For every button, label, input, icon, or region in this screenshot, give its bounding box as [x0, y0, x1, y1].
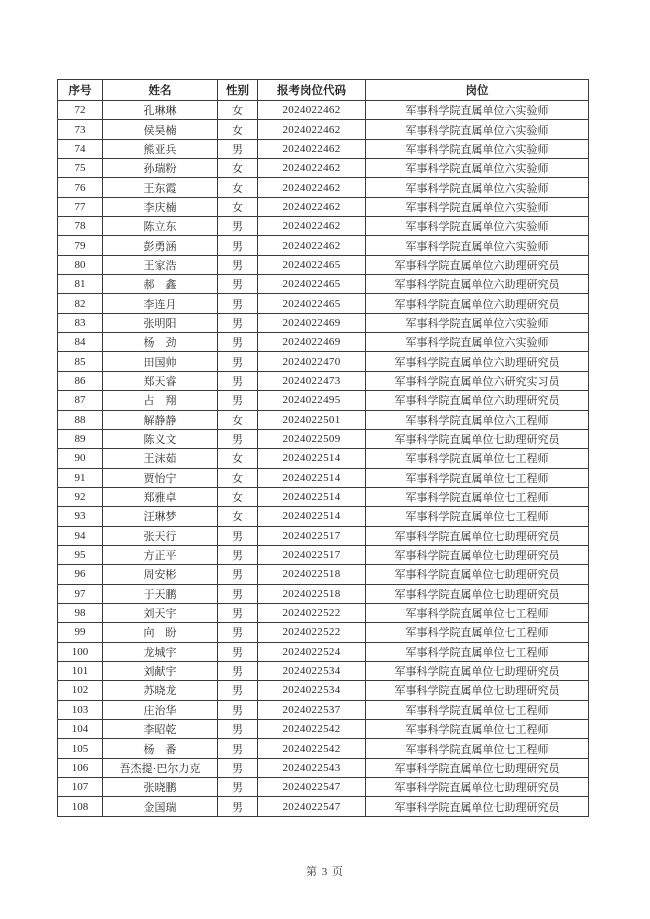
name-cell: 李连月: [103, 294, 218, 313]
table-row: [58, 139, 589, 158]
gender-cell: 女: [218, 410, 258, 429]
code-cell: 2024022534: [258, 661, 366, 680]
code-cell: 2024022462: [258, 159, 366, 178]
table-row: [58, 410, 589, 429]
serial-cell: 96: [58, 565, 103, 584]
position-cell: 军事科学院直属单位七工程师: [366, 642, 589, 661]
gender-cell: 女: [218, 487, 258, 506]
serial-cell: 73: [58, 120, 103, 139]
position-cell: 军事科学院直属单位七助理研究员: [366, 778, 589, 797]
code-cell: 2024022522: [258, 623, 366, 642]
name-cell: 方正平: [103, 545, 218, 564]
column-header-4: 岗位: [366, 80, 589, 101]
serial-cell: 75: [58, 159, 103, 178]
table-row: [58, 333, 589, 352]
code-cell: 2024022465: [258, 275, 366, 294]
name-cell: 解静静: [103, 410, 218, 429]
table-row: [58, 797, 589, 816]
column-header-2: 性别: [218, 80, 258, 101]
table-row: [58, 584, 589, 603]
gender-cell: 男: [218, 255, 258, 274]
serial-cell: 77: [58, 197, 103, 216]
serial-cell: 108: [58, 797, 103, 816]
table-row: [58, 391, 589, 410]
gender-cell: 男: [218, 700, 258, 719]
gender-cell: 女: [218, 159, 258, 178]
name-cell: 郝 鑫: [103, 275, 218, 294]
serial-cell: 83: [58, 313, 103, 332]
serial-cell: 87: [58, 391, 103, 410]
serial-cell: 106: [58, 758, 103, 777]
serial-cell: 105: [58, 739, 103, 758]
code-cell: 2024022514: [258, 449, 366, 468]
position-cell: 军事科学院直属单位七工程师: [366, 720, 589, 739]
table-row: [58, 545, 589, 564]
name-cell: 王东霞: [103, 178, 218, 197]
gender-cell: 男: [218, 720, 258, 739]
name-cell: 贾怡宁: [103, 468, 218, 487]
table-row: [58, 217, 589, 236]
name-cell: 杨 劲: [103, 333, 218, 352]
name-cell: 孙瑞粉: [103, 159, 218, 178]
serial-cell: 88: [58, 410, 103, 429]
serial-cell: 91: [58, 468, 103, 487]
table-row: [58, 313, 589, 332]
gender-cell: 女: [218, 120, 258, 139]
code-cell: 2024022465: [258, 255, 366, 274]
position-cell: 军事科学院直属单位七工程师: [366, 449, 589, 468]
table-row: [58, 120, 589, 139]
name-cell: 孔琳琳: [103, 101, 218, 120]
code-cell: 2024022514: [258, 507, 366, 526]
gender-cell: 男: [218, 797, 258, 816]
gender-cell: 男: [218, 603, 258, 622]
table-row: [58, 758, 589, 777]
table-row: [58, 159, 589, 178]
code-cell: 2024022534: [258, 681, 366, 700]
serial-cell: 97: [58, 584, 103, 603]
position-cell: 军事科学院直属单位七工程师: [366, 487, 589, 506]
gender-cell: 男: [218, 681, 258, 700]
position-cell: 军事科学院直属单位六助理研究员: [366, 352, 589, 371]
table-row: [58, 294, 589, 313]
serial-cell: 80: [58, 255, 103, 274]
name-cell: 郑天睿: [103, 371, 218, 390]
name-cell: 李庆楠: [103, 197, 218, 216]
name-cell: 陈义文: [103, 429, 218, 448]
table-row: [58, 101, 589, 120]
code-cell: 2024022470: [258, 352, 366, 371]
gender-cell: 男: [218, 139, 258, 158]
position-cell: 军事科学院直属单位六实验师: [366, 101, 589, 120]
name-cell: 张明阳: [103, 313, 218, 332]
serial-cell: 98: [58, 603, 103, 622]
position-cell: 军事科学院直属单位六实验师: [366, 217, 589, 236]
code-cell: 2024022469: [258, 333, 366, 352]
table-header-row: [58, 80, 589, 101]
gender-cell: 男: [218, 565, 258, 584]
position-cell: 军事科学院直属单位六实验师: [366, 139, 589, 158]
position-cell: 军事科学院直属单位七助理研究员: [366, 429, 589, 448]
position-cell: 军事科学院直属单位六助理研究员: [366, 294, 589, 313]
serial-cell: 104: [58, 720, 103, 739]
name-cell: 张晓鹏: [103, 778, 218, 797]
code-cell: 2024022465: [258, 294, 366, 313]
code-cell: 2024022543: [258, 758, 366, 777]
table-row: [58, 778, 589, 797]
serial-cell: 92: [58, 487, 103, 506]
serial-cell: 72: [58, 101, 103, 120]
code-cell: 2024022462: [258, 197, 366, 216]
name-cell: 彭勇涵: [103, 236, 218, 255]
code-cell: 2024022514: [258, 468, 366, 487]
position-cell: 军事科学院直属单位七工程师: [366, 507, 589, 526]
gender-cell: 男: [218, 333, 258, 352]
gender-cell: 男: [218, 739, 258, 758]
table-row: [58, 681, 589, 700]
serial-cell: 86: [58, 371, 103, 390]
serial-cell: 101: [58, 661, 103, 680]
position-cell: 军事科学院直属单位六实验师: [366, 159, 589, 178]
gender-cell: 男: [218, 217, 258, 236]
name-cell: 侯昊楠: [103, 120, 218, 139]
table-row: [58, 739, 589, 758]
name-cell: 熊亚兵: [103, 139, 218, 158]
code-cell: 2024022501: [258, 410, 366, 429]
position-cell: 军事科学院直属单位六实验师: [366, 197, 589, 216]
position-cell: 军事科学院直属单位七助理研究员: [366, 661, 589, 680]
code-cell: 2024022547: [258, 797, 366, 816]
position-cell: 军事科学院直属单位七工程师: [366, 468, 589, 487]
serial-cell: 90: [58, 449, 103, 468]
table-row: [58, 449, 589, 468]
code-cell: 2024022518: [258, 565, 366, 584]
code-cell: 2024022518: [258, 584, 366, 603]
name-cell: 李昭乾: [103, 720, 218, 739]
table-row: [58, 526, 589, 545]
name-cell: 苏晓龙: [103, 681, 218, 700]
table-row: [58, 275, 589, 294]
position-cell: 军事科学院直属单位六工程师: [366, 410, 589, 429]
serial-cell: 81: [58, 275, 103, 294]
gender-cell: 女: [218, 507, 258, 526]
table-row: [58, 623, 589, 642]
position-cell: 军事科学院直属单位六实验师: [366, 333, 589, 352]
table-row: [58, 603, 589, 622]
table-row: [58, 642, 589, 661]
name-cell: 汪琳梦: [103, 507, 218, 526]
serial-cell: 89: [58, 429, 103, 448]
code-cell: 2024022462: [258, 217, 366, 236]
code-cell: 2024022469: [258, 313, 366, 332]
code-cell: 2024022537: [258, 700, 366, 719]
serial-cell: 84: [58, 333, 103, 352]
serial-cell: 85: [58, 352, 103, 371]
column-header-3: 报考岗位代码: [258, 80, 366, 101]
applicant-roster-table: [57, 79, 589, 817]
position-cell: 军事科学院直属单位六实验师: [366, 120, 589, 139]
table-row: [58, 507, 589, 526]
position-cell: 军事科学院直属单位六研究实习员: [366, 371, 589, 390]
position-cell: 军事科学院直属单位六助理研究员: [366, 391, 589, 410]
code-cell: 2024022522: [258, 603, 366, 622]
table-row: [58, 720, 589, 739]
position-cell: 军事科学院直属单位六助理研究员: [366, 275, 589, 294]
name-cell: 王沫茹: [103, 449, 218, 468]
serial-cell: 79: [58, 236, 103, 255]
table-row: [58, 429, 589, 448]
table-row: [58, 255, 589, 274]
serial-cell: 107: [58, 778, 103, 797]
code-cell: 2024022542: [258, 720, 366, 739]
position-cell: 军事科学院直属单位七助理研究员: [366, 758, 589, 777]
code-cell: 2024022547: [258, 778, 366, 797]
gender-cell: 女: [218, 101, 258, 120]
gender-cell: 男: [218, 526, 258, 545]
code-cell: 2024022509: [258, 429, 366, 448]
code-cell: 2024022524: [258, 642, 366, 661]
table-row: [58, 236, 589, 255]
serial-cell: 74: [58, 139, 103, 158]
position-cell: 军事科学院直属单位七工程师: [366, 603, 589, 622]
gender-cell: 男: [218, 642, 258, 661]
gender-cell: 男: [218, 391, 258, 410]
table-row: [58, 487, 589, 506]
position-cell: 军事科学院直属单位七工程师: [366, 623, 589, 642]
gender-cell: 男: [218, 313, 258, 332]
position-cell: 军事科学院直属单位七工程师: [366, 700, 589, 719]
gender-cell: 女: [218, 449, 258, 468]
name-cell: 田国帅: [103, 352, 218, 371]
name-cell: 于天鹏: [103, 584, 218, 603]
serial-cell: 82: [58, 294, 103, 313]
code-cell: 2024022514: [258, 487, 366, 506]
position-cell: 军事科学院直属单位七助理研究员: [366, 565, 589, 584]
code-cell: 2024022462: [258, 120, 366, 139]
position-cell: 军事科学院直属单位七助理研究员: [366, 681, 589, 700]
table-row: [58, 661, 589, 680]
table-row: [58, 565, 589, 584]
position-cell: 军事科学院直属单位六实验师: [366, 236, 589, 255]
gender-cell: 男: [218, 584, 258, 603]
gender-cell: 男: [218, 623, 258, 642]
position-cell: 军事科学院直属单位六实验师: [366, 178, 589, 197]
gender-cell: 男: [218, 275, 258, 294]
code-cell: 2024022462: [258, 178, 366, 197]
position-cell: 军事科学院直属单位七工程师: [366, 739, 589, 758]
code-cell: 2024022462: [258, 236, 366, 255]
position-cell: 军事科学院直属单位七助理研究员: [366, 545, 589, 564]
serial-cell: 93: [58, 507, 103, 526]
table-row: [58, 371, 589, 390]
position-cell: 军事科学院直属单位六助理研究员: [366, 255, 589, 274]
gender-cell: 男: [218, 778, 258, 797]
table-row: [58, 468, 589, 487]
column-header-0: 序号: [58, 80, 103, 101]
name-cell: 向 盼: [103, 623, 218, 642]
serial-cell: 103: [58, 700, 103, 719]
name-cell: 刘天宇: [103, 603, 218, 622]
gender-cell: 女: [218, 197, 258, 216]
position-cell: 军事科学院直属单位六实验师: [366, 313, 589, 332]
gender-cell: 女: [218, 468, 258, 487]
table-row: [58, 700, 589, 719]
gender-cell: 男: [218, 661, 258, 680]
name-cell: 金国瑞: [103, 797, 218, 816]
gender-cell: 男: [218, 545, 258, 564]
serial-cell: 99: [58, 623, 103, 642]
table-row: [58, 178, 589, 197]
table-row: [58, 352, 589, 371]
column-header-1: 姓名: [103, 80, 218, 101]
table-row: [58, 197, 589, 216]
name-cell: 周安彬: [103, 565, 218, 584]
gender-cell: 男: [218, 429, 258, 448]
name-cell: 杨 番: [103, 739, 218, 758]
name-cell: 张天行: [103, 526, 218, 545]
serial-cell: 100: [58, 642, 103, 661]
gender-cell: 男: [218, 758, 258, 777]
gender-cell: 男: [218, 294, 258, 313]
serial-cell: 94: [58, 526, 103, 545]
name-cell: 庄治华: [103, 700, 218, 719]
position-cell: 军事科学院直属单位七助理研究员: [366, 584, 589, 603]
serial-cell: 95: [58, 545, 103, 564]
gender-cell: 男: [218, 236, 258, 255]
gender-cell: 男: [218, 352, 258, 371]
gender-cell: 女: [218, 178, 258, 197]
code-cell: 2024022542: [258, 739, 366, 758]
name-cell: 陈立东: [103, 217, 218, 236]
name-cell: 郑雅卓: [103, 487, 218, 506]
serial-cell: 102: [58, 681, 103, 700]
name-cell: 王家浩: [103, 255, 218, 274]
gender-cell: 男: [218, 371, 258, 390]
code-cell: 2024022517: [258, 526, 366, 545]
name-cell: 吾杰提·巴尔力克: [103, 758, 218, 777]
serial-cell: 76: [58, 178, 103, 197]
name-cell: 龙城宇: [103, 642, 218, 661]
code-cell: 2024022473: [258, 371, 366, 390]
name-cell: 刘献宇: [103, 661, 218, 680]
code-cell: 2024022517: [258, 545, 366, 564]
position-cell: 军事科学院直属单位七助理研究员: [366, 797, 589, 816]
serial-cell: 78: [58, 217, 103, 236]
code-cell: 2024022495: [258, 391, 366, 410]
position-cell: 军事科学院直属单位七助理研究员: [366, 526, 589, 545]
name-cell: 占 翔: [103, 391, 218, 410]
page-number: 第 3 页: [306, 866, 344, 878]
code-cell: 2024022462: [258, 101, 366, 120]
code-cell: 2024022462: [258, 139, 366, 158]
